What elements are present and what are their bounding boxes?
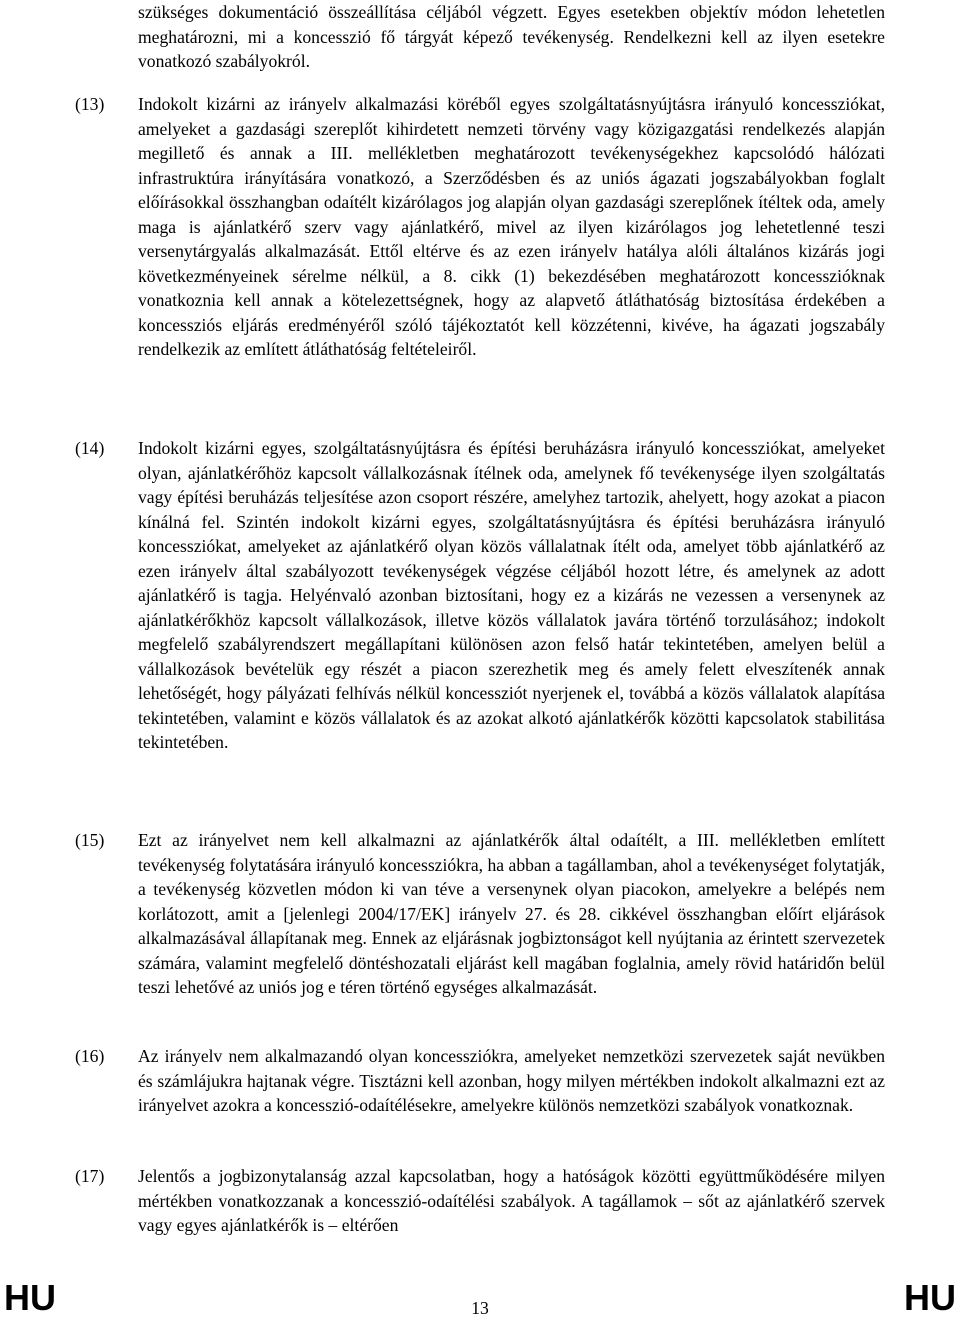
language-code-left: HU bbox=[4, 1277, 56, 1318]
paragraph-text-13: Indokolt kizárni az irányelv alkalmazási köréből egyes szolgáltatásnyújtásra irányuló koncessziókat, amelyeket a gazdasági szereplőt kihirdetett nemzeti törvény vagy közigazgatási rendelkezés alapján megillető és annak a III. mellékletben meghatározott tevékenységekhez kapcsolódó hálózati infrastruktúra irányítására vonatkozó, a Szerződésben és az uniós ágazati jogszabályokban foglalt előírásokkal összhangban odaítélt kizárólagos jog alapján olyan gazdasági szereplőnek ítéltek oda, amely maga is ajánlatkérő szerv vagy ajánlatkérő, mivel az ilyen kizárólagos jog lehetetlenné teszi versenytárgyalás alkalmazását. Ettől eltérve és az ezen irányelv hatálya alóli általános kizárás jogi következményeinek sérelme nélkül, a 8. cikk (1) bekezdésében meghatározott koncesszióknak vonatkoznia kell annak a kötelezettségnek, hogy az alapvető átláthatóság biztosítása érdekében a koncessziós eljárás eredményéről szóló tájékoztatót kell közzétenni, kivéve, ha ágazati jogszabály rendelkezik az említett átláthatóság feltételeiről. bbox=[138, 94, 885, 359]
paragraph-number-16: (16) bbox=[75, 1046, 105, 1066]
paragraph-text-16: Az irányelv nem alkalmazandó olyan koncessziókra, amelyeket nemzetközi szervezetek saját nevükben és számlájukra hajtanak végre. Tisztázni kell azonban, hogy milyen mértékben indokolt alkalmazni ezt az irányelvet azokra a koncesszió-odaítélésekre, amelyekre különös nemzetközi szabályok vonatkoznak. bbox=[138, 1046, 885, 1115]
paragraph-number-14: (14) bbox=[75, 438, 105, 458]
paragraph-text-14: Indokolt kizárni egyes, szolgáltatásnyújtásra és építési beruházásra irányuló koncessziókat, amelyeket olyan, ajánlatkérőhöz kapcsolt vállalkozásnak ítélnek oda, amelynek fő tevékenysége ilyen szolgáltatás vagy építési beruházás teljesítése azon csoport részére, amelyhez tartozik, ahelyett, hogy azokat a piacon kínálná fel. Szintén indokolt kizárni egyes, szolgáltatásnyújtásra és építési beruházásra irányuló koncessziókat, amelyeket az ajánlatkérő olyan közös vállalatnak ítélt oda, amelyet több ajánlatkérő az ezen irányelv által szabályozott tevékenységek végzése céljából hozott létre, és amelynek az adott ajánlatkérő is tagja. Helyénvaló azonban biztosítani, hogy ez a kizárás ne vezessen a versenynek az ajánlatkérőkhöz kapcsolt vállalkozások, illetve közös vállalatok javára történő torzulásához; indokolt megfelelő szabályrendszert megállapítani különösen azon felső határ tekintetében, amelyen belül a vállalkozások bevételük egy részét a piacon szerezhetik meg és amely felett elveszítenék annak lehetőségét, hogy pályázati felhívás nélkül koncessziót nyerjenek el, továbbá a közös vállalatok alapítása tekintetében, valamint e közös vállalatok és az azokat alkotó ajánlatkérők közötti kapcsolatok stabilitása tekintetében. bbox=[138, 438, 885, 752]
paragraph-number-15: (15) bbox=[75, 830, 105, 850]
paragraph-number-17: (17) bbox=[75, 1166, 105, 1186]
language-code-right: HU bbox=[904, 1277, 956, 1318]
intro-paragraph-text: szükséges dokumentáció összeállítása céljából végzett. Egyes esetekben objektív módon lehetetlen meghatározni, mi a koncesszió fő tárgyát képező tevékenység. Rendelkezni kell az ilyen esetekre vonatkozó szabályokról. bbox=[138, 2, 885, 71]
paragraph-text-15: Ezt az irányelvet nem kell alkalmazni az ajánlatkérők által odaítélt, a III. mellékletben említett tevékenység folytatására irányuló koncessziókra, ha abban a tagállamban, ahol a tevékenységet folytatják, a tevékenység közvetlen módon ki van téve a versenynek olyan piacokon, amelyekre a belépés nem korlátozott, amit a [jelenlegi 2004/17/EK] irányelv 27. és 28. cikkével összhangban előírt eljárások alkalmazásával állapítanak meg. Ennek az eljárásnak jogbiztonságot kell nyújtania az érintett szervezetek számára, valamint megfelelő döntéshozatali eljárást kell magában foglalnia, amely rövid határidőn belül teszi lehetővé az uniós jog e téren történő egységes alkalmazását. bbox=[138, 830, 885, 997]
page-number: 13 bbox=[471, 1298, 489, 1318]
paragraph-text-17: Jelentős a jogbizonytalanság azzal kapcsolatban, hogy a hatóságok közötti együttműködésére milyen mértékben vonatkozzanak a koncesszió-odaítélési szabályok. A tagállamok – sőt az ajánlatkérő szervek vagy egyes ajánlatkérők is – eltérően bbox=[138, 1166, 885, 1235]
paragraph-number-13: (13) bbox=[75, 94, 105, 114]
